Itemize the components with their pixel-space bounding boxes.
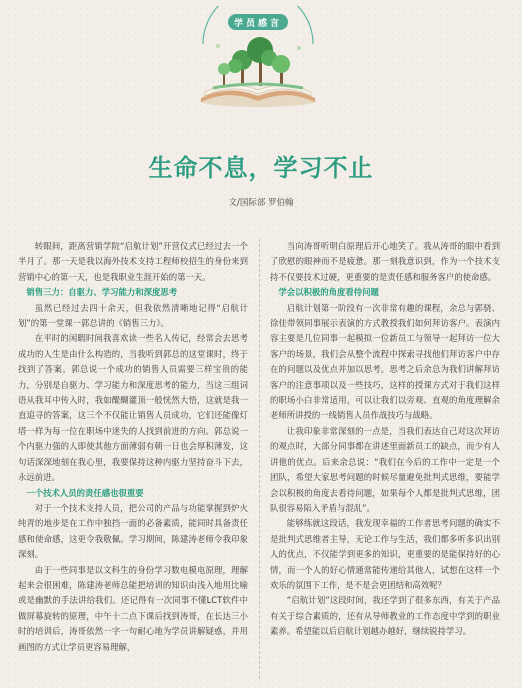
article-column-right: [270, 239, 500, 640]
section-heading: 销售三力：自驱力、学习能力和深度思考: [26, 287, 178, 298]
paragraph: 虽然已经过去四十余天，但我依然清晰地记得“启航计划”的第一堂课一郭总讲的《销售三力》。: [18, 302, 248, 329]
paragraph: 由于一些同事是以文科生的身份学习数电模电原理，理解起来会很困难，陈建涛老师总能把培训的知识由浅入地用比喻或是幽默的手法讲给我们。还记得有一次同事不懂LCT软件中做屏幕旋转的原理，中午十二点下课后找到涛哥，在长达三小时的培训后，涛哥依然一字一句耐心地为学员讲解疑惑，并用画图的方式让学员更容易理解，: [18, 564, 248, 652]
section-heading: 一个技术人员的责任感也很重要: [26, 487, 144, 498]
paragraph: 能够练就这段话，我发现幸福的工作者思考问题的确实不是批判式思维者主导，无论工作与生活，我们都多听多识出别人的优点，不仅能学到更多的知识，更重要的是能保持好的心情，而一个人的好心情通常能传递给其他人，试想在这样一个欢乐的氛围下工作，是不是会更团结和高效呢？: [270, 518, 500, 590]
paragraph: 转眼间，距离营销学院“启航计划”开营仪式已经过去一个半月了。那一天是我以海外技术支持工程师校招生的身份来到营销中心的第一天，也是我职业生涯开始的第一天。: [18, 241, 248, 282]
article-column-left: [18, 239, 248, 655]
paragraph: 让我印象非常深刻的一点是，当我们表达自己对这次拜访的观点时，大部分同事都在讲述里面新员工的缺点，而少有人讲他的优点。后来余总说：“我们在今后的工作中一定是一个团队，希望大家思考问题的时候尽量避免批判式思维，要能学会以积极的角度去看待问题，如果每个人都是批判式思维，团队很容易陷入矛盾与混乱”。: [270, 425, 500, 513]
paragraph: 在平时的闲暇时间我喜欢读一些名人传记，经常会去思考成功的人生是由什么构造的，当我听到郭总的这堂课时，终于找到了答案。郭总说一个成功的销售人员需要三样宝贵的能力，分别是自驱力、学习能力和深度思考的能力，当这三组词语从我耳中传入时，我如醍醐灌顶一般恍然大悟，这就是我一直追寻的答案，这三个不仅能让销售人员成功，它们还能像灯塔一样为每一位在职场中迷失的人找到前进的方向。郭总说一个内驱力强的人即使其他方面薄弱有朝一日也会厚积薄发，这句话深深地刻在我心里，我要保持这种内驱力坚持奋斗下去，永远前进。: [18, 333, 248, 483]
paragraph: 启航计划第一阶段有一次非常有趣的课程，余总与郭骁、徐佳带领同事展示表演的方式教授我们如何拜访客户。表演内容主要是几位同事一起模拟一位新员工与领导一起拜访一位大客户的场景，我们会从整个流程中探索寻找他们拜访客户中存在的问题以及优点并加以思考。思考之后余总为我们讲解拜访客户的注意事项以及一些技巧，这样的授课方式对于我们这样的职场小白非常适用，可以让我们以旁观、直观的角度理解余老师所讲授的一线销售人员作战技巧与战略。: [270, 302, 500, 421]
badge-label: 学员感言: [233, 19, 282, 29]
paragraph: “启航计划”这段时间，我还学到了很多东西，有关于产品有关于综合素质的，还有从导师教业的工作态度中学到的职业素养。希望能以后启航计划越办越好，继续锐持学习。: [270, 595, 500, 637]
header-banner: [183, 6, 333, 114]
article-title: 生命不息，学习不止: [148, 154, 374, 182]
column-divider: [259, 239, 260, 679]
paragraph: 对于一个技术支持人员，把公司的产品与功能掌握到炉火纯青的地步是在工作中独挡一面的必备素质，能同时具备责任感和使命感，这更令我敬佩。学习期间，陈建涛老师令我印象深刻。: [18, 502, 248, 560]
article-byline: 文/国际部 罗伯翰: [228, 198, 294, 208]
section-heading: 学会以积极的角度看待问题: [278, 287, 379, 298]
paragraph: 当向涛哥听明白原理后开心地笑了。我从涛哥的眼中看到了欣慰的眼神而不是疲惫。那一刻我意识到，作为一个技术支持不仅要技术过硬，更重要的是责任感和服务客户的使命感。: [270, 241, 500, 282]
